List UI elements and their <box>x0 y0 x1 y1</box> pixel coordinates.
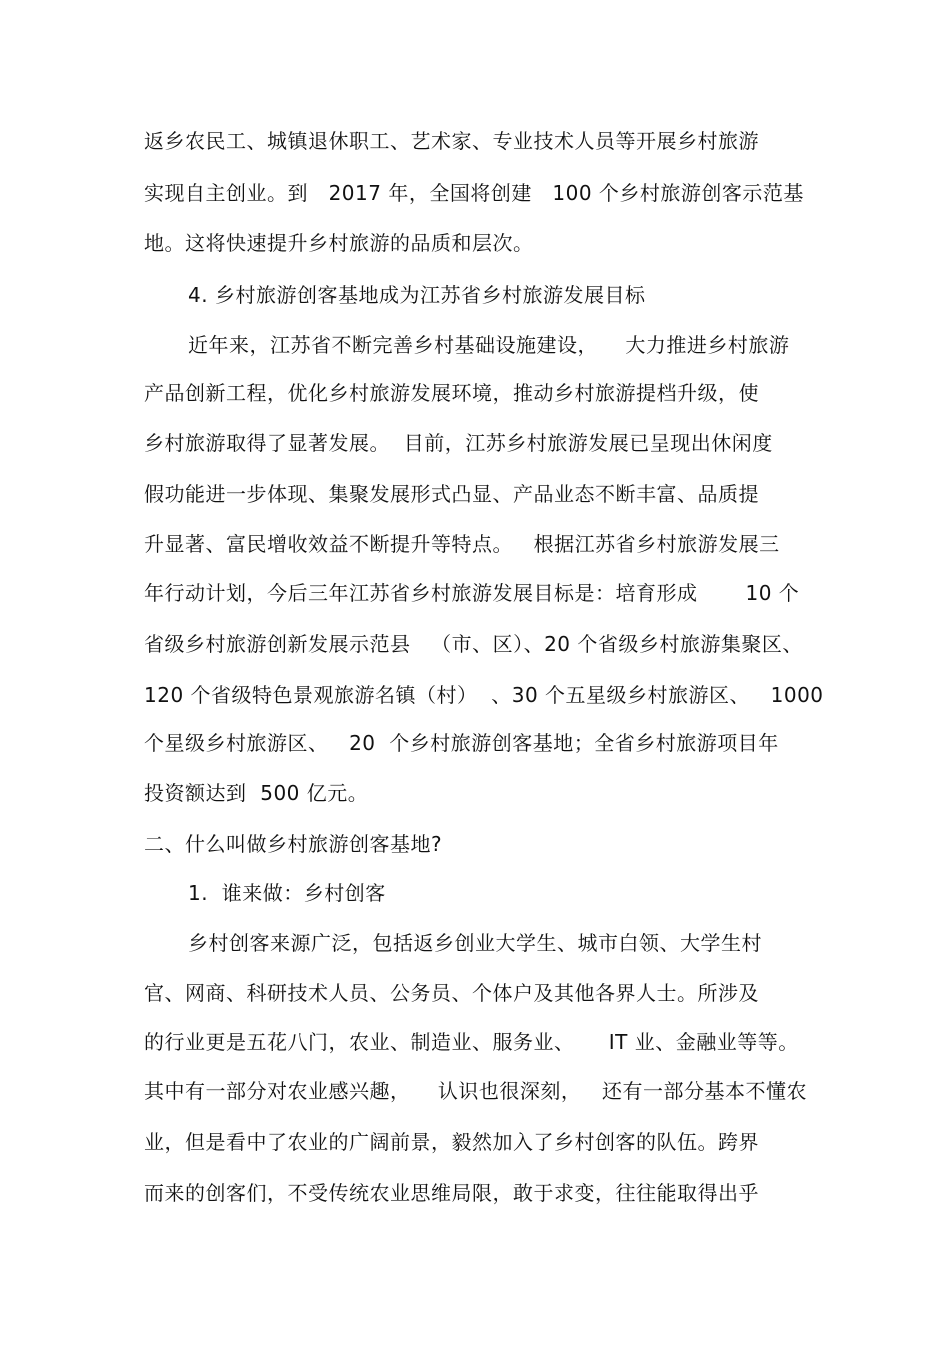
body-text-line: 乡村旅游取得了显著发展。 目前，江苏乡村旅游发展已呈现出休闲度 <box>144 431 773 455</box>
body-text-line: 个星级乡村旅游区、 20 个乡村旅游创客基地；全省乡村旅游项目年 <box>144 731 779 755</box>
body-text-line: 120 个省级特色景观旅游名镇（村） 、30 个五星级乡村旅游区、 1000 <box>144 683 824 707</box>
section-heading: 4. 乡村旅游创客基地成为江苏省乡村旅游发展目标 <box>188 283 646 307</box>
section-heading: 1. 谁来做：乡村创客 <box>188 881 386 905</box>
body-text-line: 地。这将快速提升乡村旅游的品质和层次。 <box>144 231 534 255</box>
body-text-line: 近年来，江苏省不断完善乡村基础设施建设， 大力推进乡村旅游 <box>188 333 790 357</box>
body-text-line: 假功能进一步体现、集聚发展形式凸显、产品业态不断丰富、品质提 <box>144 482 759 506</box>
chapter-heading: 二、什么叫做乡村旅游创客基地? <box>144 832 443 856</box>
body-text-line: 返乡农民工、城镇退休职工、艺术家、专业技术人员等开展乡村旅游 <box>144 129 759 153</box>
body-text-line: 实现自主创业。到 2017 年，全国将创建 100 个乡村旅游创客示范基 <box>144 181 804 205</box>
body-text-line: 升显著、富民增收效益不断提升等特点。 根据江苏省乡村旅游发展三 <box>144 532 780 556</box>
body-text-line: 投资额达到 500 亿元。 <box>144 781 369 805</box>
body-text-line: 省级乡村旅游创新发展示范县 （市、区）、20 个省级乡村旅游集聚区、 <box>144 632 803 656</box>
body-text-line: 乡村创客来源广泛，包括返乡创业大学生、城市白领、大学生村 <box>188 931 762 955</box>
body-text-line: 年行动计划，今后三年江苏省乡村旅游发展目标是：培育形成 10 个 <box>144 581 800 605</box>
body-text-line: 而来的创客们，不受传统农业思维局限，敢于求变，往往能取得出乎 <box>144 1181 759 1205</box>
body-text-line: 业，但是看中了农业的广阔前景，毅然加入了乡村创客的队伍。跨界 <box>144 1130 759 1154</box>
body-text-line: 其中有一部分对农业感兴趣， 认识也很深刻， 还有一部分基本不懂农 <box>144 1079 808 1103</box>
body-text-line: 的行业更是五花八门，农业、制造业、服务业、 IT 业、金融业等等。 <box>144 1030 799 1054</box>
body-text-line: 产品创新工程，优化乡村旅游发展环境，推动乡村旅游提档升级，使 <box>144 381 759 405</box>
body-text-line: 官、网商、科研技术人员、公务员、个体户及其他各界人士。所涉及 <box>144 981 759 1005</box>
